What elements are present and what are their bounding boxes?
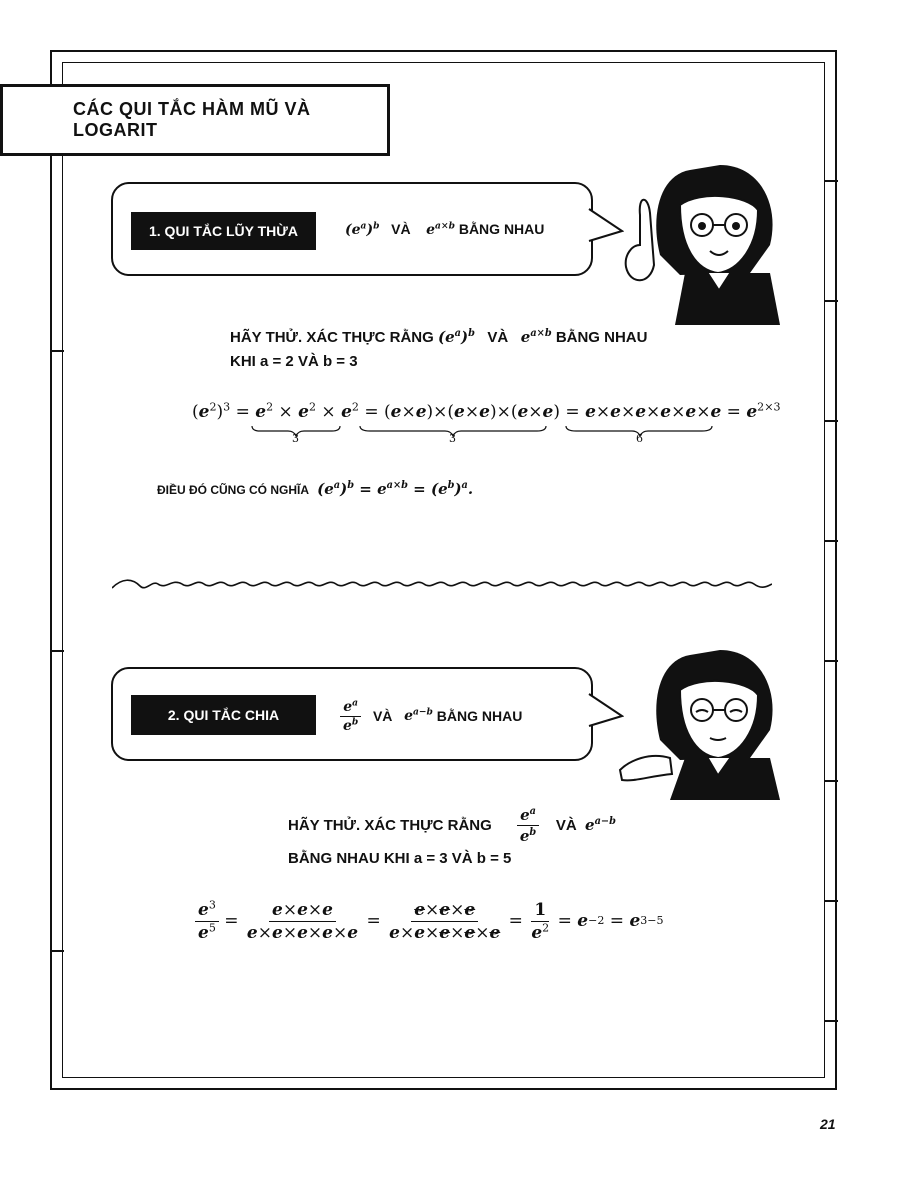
- frame-tick: [824, 660, 838, 662]
- rule1-bubble-tail: [588, 205, 624, 249]
- frame-tick: [824, 900, 838, 902]
- rule2-and: VÀ: [372, 708, 393, 724]
- rule2-prompt-text: HÃY THỬ. XÁC THỰC RẰNG: [288, 816, 492, 834]
- eq-fraction: $\frac{e\times e\times e}{e\times e\times e\times e\times e}$: [246, 899, 359, 943]
- section-header: [0, 84, 390, 156]
- rule2-tag-label: 2. QUI TẮC CHIA: [167, 707, 280, 723]
- eq-fraction-cancelled: $\frac{e\times e\times e}{e\times e\times e\times e\times e}$: [389, 899, 501, 943]
- frame-tick: [824, 780, 838, 782]
- rule1-expr-power: $(e^a)^b$: [345, 220, 380, 238]
- rule1-and: VÀ: [391, 221, 411, 237]
- rule1-conclusion: [157, 480, 473, 498]
- rule1-prompt-equal: BẰNG NHAU: [555, 329, 648, 346]
- rule1-tag-label: 1. QUI TẮC LŨY THỪA: [148, 223, 299, 239]
- rule1-equation: $(e^2)^3 = e^2 \times e^2 \times e^2 = (e\times e)\times(e\times e)\times(e\times e) = e\times e\times e\times e\times e\times e = e^{2\times 3}$: [192, 400, 781, 422]
- frame-tick: [824, 420, 838, 422]
- rule2-expr-diff: $e^{a-b}$: [404, 706, 433, 724]
- frame-tick: [50, 950, 64, 952]
- rule1-tag: [131, 212, 316, 250]
- eq-fraction: $\frac{e^3}{e^5}$: [195, 900, 219, 943]
- rule1-equal-text: BẰNG NHAU: [458, 221, 545, 237]
- rule2-tag: [131, 695, 316, 735]
- rule1-prompt-expr-product: $e^{a\times b}$: [520, 328, 552, 346]
- rule1-expr-product: $e^{a\times b}$: [426, 220, 455, 238]
- brace-label: 6: [636, 432, 643, 445]
- brace-label: 3: [292, 432, 299, 445]
- e-divider: [112, 574, 772, 598]
- rule2-equation: $\frac{e^3}{e^5}$ = $\frac{e\times e\times e}{e\times e\times e\times e\times e}$ = $\frac{e\times e\times e}{e\times e\times e\times e\times e}$ = $\frac{1}{e^2}$ = e −2 = e 3−5: [195, 895, 664, 947]
- brace-label: 3: [449, 432, 456, 445]
- frame-tick: [824, 180, 838, 182]
- rule1-prompt-line1: [230, 328, 647, 346]
- rule2-prompt-fraction: $\frac{e^a}{e^b}$: [517, 806, 539, 845]
- rule1-prompt-condition: KHI a = 2 VÀ b = 3: [230, 353, 358, 370]
- rule1-statement: [345, 221, 544, 238]
- frame-tick: [50, 650, 64, 652]
- rule1-prompt-text: HÃY THỬ. XÁC THỰC RẰNG: [230, 329, 434, 346]
- rule2-expr-fraction: $\frac{e^a}{e^b}$: [340, 699, 361, 734]
- frame-tick: [824, 540, 838, 542]
- rule2-statement: [340, 693, 522, 739]
- rule1-prompt-expr-power: $(e^a)^b$: [437, 328, 475, 346]
- page-title: CÁC QUI TẮC HÀM MŨ VÀ LOGARIT: [73, 99, 311, 140]
- character-pointing-illustration: [620, 155, 790, 325]
- frame-tick: [50, 350, 64, 352]
- rule2-prompt-line1: [288, 800, 616, 850]
- rule1-underbraces: [250, 424, 720, 438]
- rule2-prompt-expr-diff: $e^{a-b}$: [585, 816, 616, 834]
- rule1-conclusion-text: ĐIỀU ĐÓ CŨNG CÓ NGHĨA: [157, 483, 309, 497]
- frame-tick: [824, 300, 838, 302]
- rule2-prompt-condition: BẰNG NHAU KHI a = 3 VÀ b = 5: [288, 850, 512, 867]
- page-number: 21: [820, 1116, 836, 1132]
- character-gesturing-illustration: [610, 640, 790, 810]
- rule2-prompt-line2: [288, 850, 511, 867]
- rule1-conclusion-expr: $(e^a)^b = e^{a\times b} = (e^b)^a$.: [311, 480, 474, 498]
- rule1-prompt-and: VÀ: [487, 329, 509, 346]
- rule2-prompt-and: VÀ: [555, 816, 577, 834]
- rule1-prompt-line2: [230, 353, 358, 370]
- eq-fraction: $\frac{1}{e^2}$: [531, 899, 550, 943]
- rule2-equal-text: BẰNG NHAU: [436, 708, 523, 724]
- frame-tick: [824, 1020, 838, 1022]
